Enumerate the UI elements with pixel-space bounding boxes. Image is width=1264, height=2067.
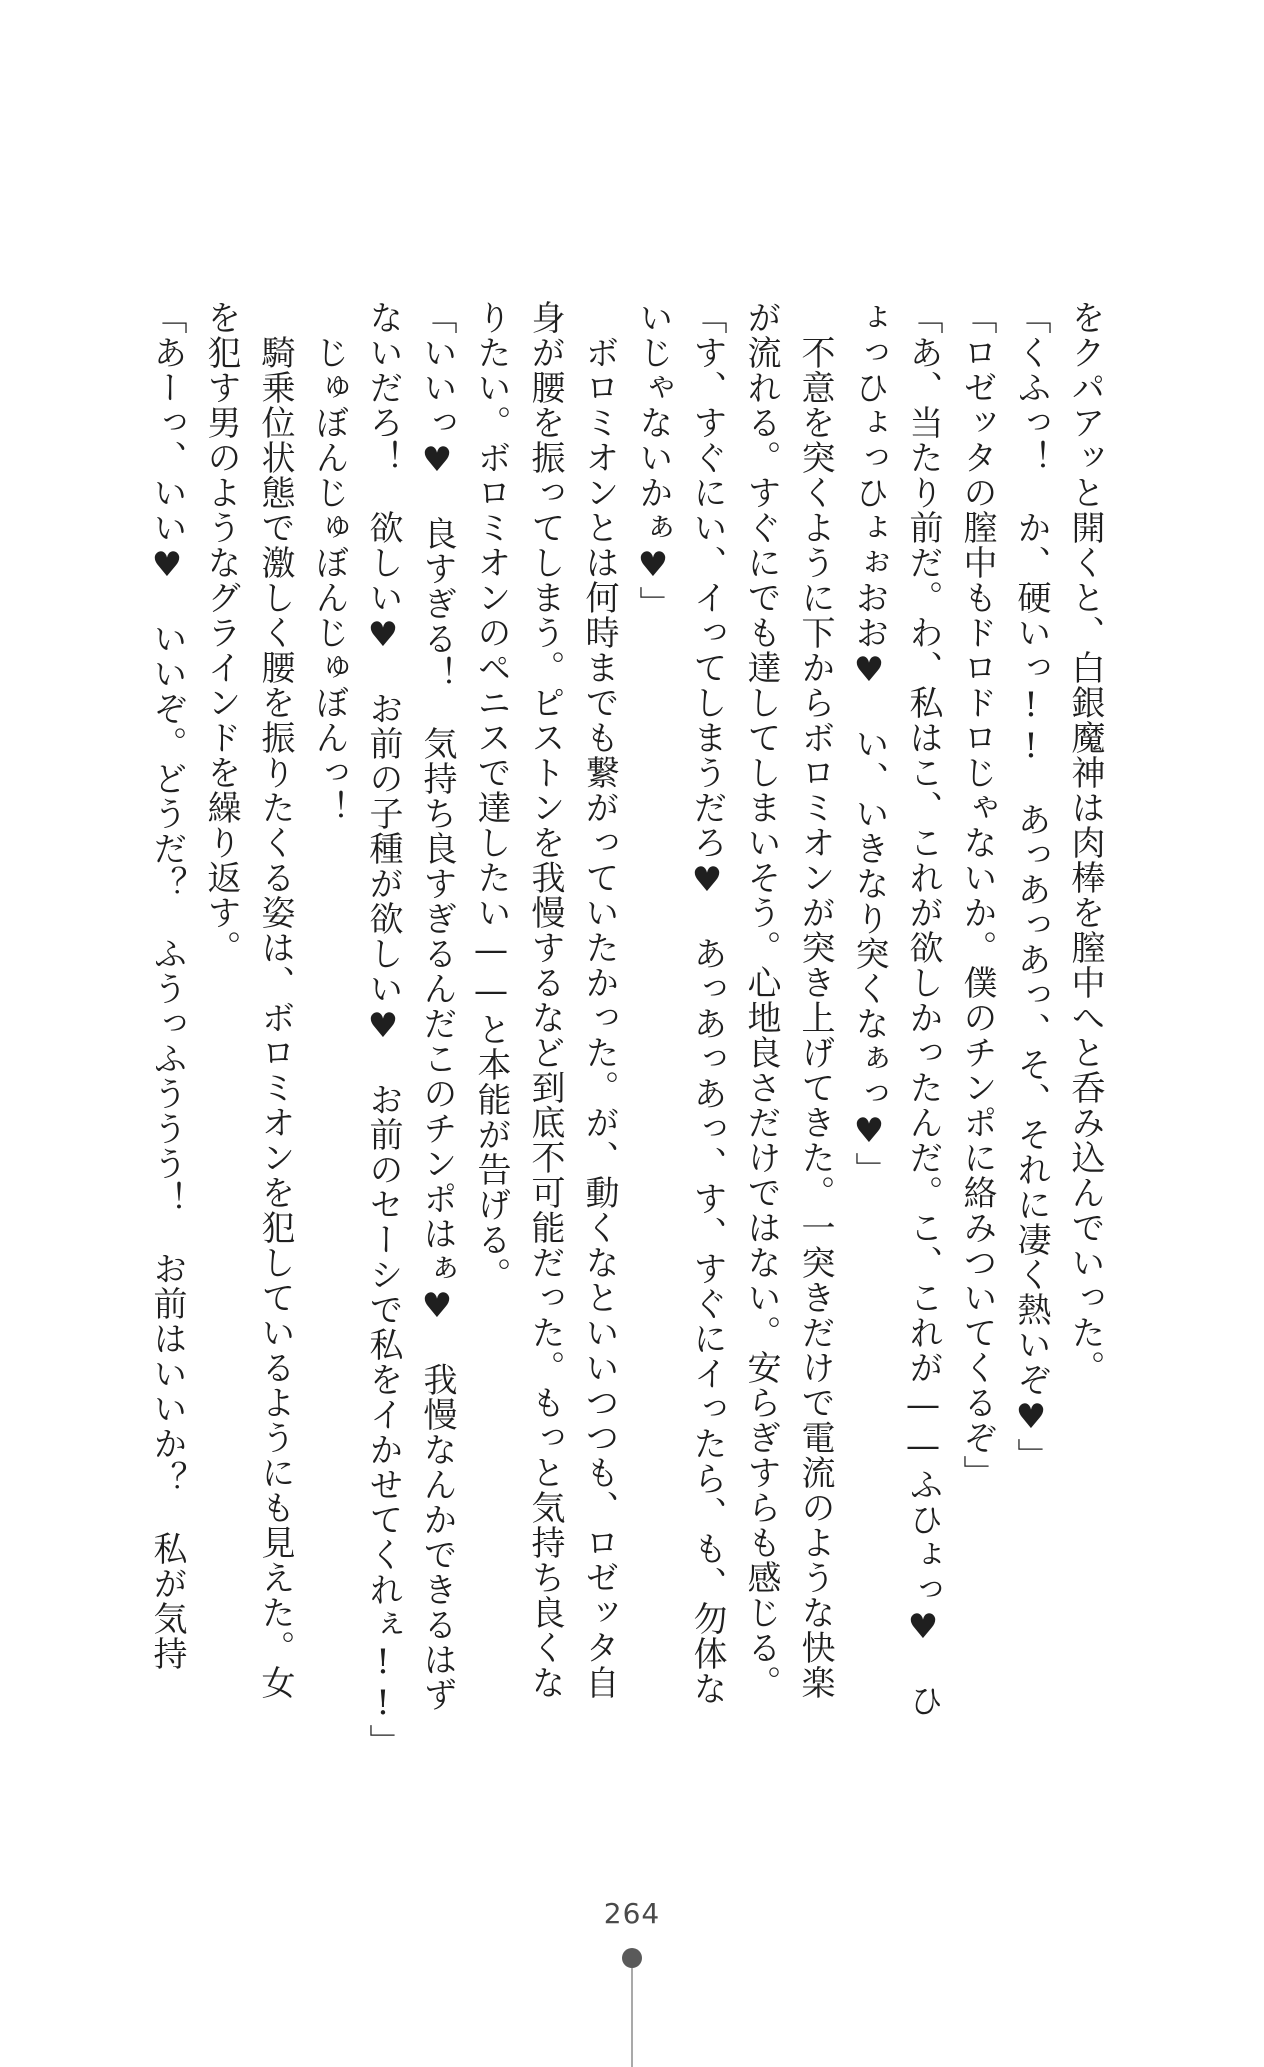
text-line: 「あーっ、いい♥ いいぞ。どうだ？ ふうっふううう！ お前はいいか？ 私が気持 <box>147 300 187 1671</box>
text-line: を犯す男のようなグラインドを繰り返す。 <box>201 300 241 965</box>
text-line: 不意を突くように下からボロミオンが突き上げてきた。一突きだけで電流のような快楽 <box>795 300 835 1700</box>
text-line: をクパアッと開くと、白銀魔神は肉棒を膣中へと呑み込んでいった。 <box>1065 300 1105 1385</box>
text-line: いじゃないかぁ♥」 <box>633 300 673 621</box>
text-line: 「あ、当たり前だ。わ、私はこ、これが欲しかったんだ。こ、これが——ふひょっ♥ ひ <box>903 300 943 1718</box>
text-line: ないだろ！ 欲しい♥ お前の子種が欲しい♥ お前のセーシで私をイかせてくれぇ!!」 <box>363 300 403 1759</box>
page-number: 264 <box>603 1897 661 1930</box>
text-line: 「ロゼッタの膣中もドロドロじゃないか。僕のチンポに絡みついてくるぞ」 <box>957 300 997 1490</box>
text-line: が流れる。すぐにでも達してしまいそう。心地良さだけではない。安らぎすらも感じる。 <box>741 300 781 1700</box>
text-line: 「す、すぐにい、イってしまうだろ♥ あっあっあっ、す、すぐにイったら、も、勿体な <box>687 300 727 1706</box>
page-marker-dot <box>622 1948 642 1968</box>
text-line: 「くふっ！ か、硬いっ!! あっあっあっ、そ、それに凄く熱いぞ♥」 <box>1011 300 1051 1473</box>
text-line: りたい。ボロミオンのペニスで達したい——と本能が告げる。 <box>471 300 511 1292</box>
body-text <box>147 300 1114 1759</box>
text-line: 「いいっ♥ 良すぎる！ 気持ち良すぎるんだこのチンポはぁ♥ 我慢なんかできるはず <box>417 300 457 1712</box>
page-marker-line <box>631 1968 633 2067</box>
text-line: じゅぼんじゅぼんじゅぼんっ！ <box>309 300 349 825</box>
text-line: ボロミオンとは何時までも繋がっていたかった。が、動くなといいつつも、ロゼッタ自 <box>579 300 619 1700</box>
text-line: 騎乗位状態で激しく腰を振りたくる姿は、ボロミオンを犯しているようにも見えた。女 <box>255 300 295 1700</box>
text-line: 身が腰を振ってしまう。ピストンを我慢するなど到底不可能だった。もっと気持ち良くな <box>525 300 565 1700</box>
text-line: ょっひょっひょぉおお♥ い、いきなり突くなぁっ♥」 <box>849 300 889 1187</box>
